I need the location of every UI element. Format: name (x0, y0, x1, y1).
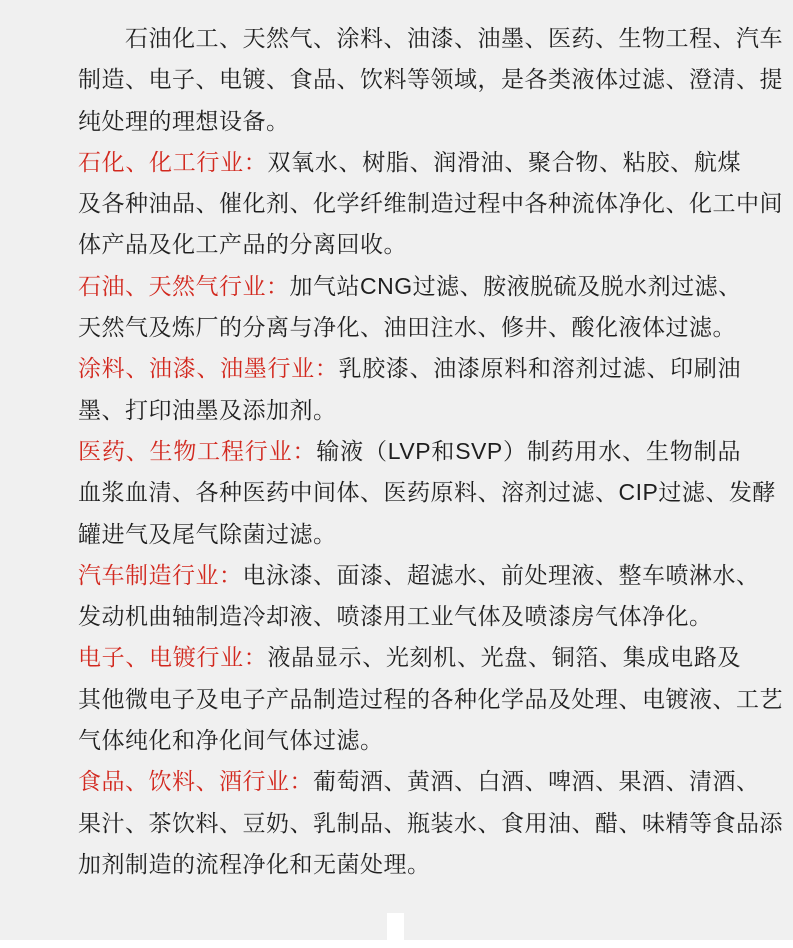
text-run: 体产品及化工产品的分离回收。 (78, 231, 407, 258)
text-run: 其他微电子及电子产品制造过程的各种化学品及处理、电镀液、工艺 (78, 685, 783, 712)
text-run: 气体纯化和净化间气体过滤。 (78, 727, 384, 754)
text-run: 发动机曲轴制造冷却液、喷漆用工业气体及喷漆房气体净化。 (78, 603, 713, 630)
text-run: 墨、打印油墨及添加剂。 (78, 396, 337, 423)
text-run: 双氧水、树脂、润滑油、聚合物、粘胶、航煤 (267, 148, 742, 175)
text-line (78, 514, 741, 555)
industry-heading: 医药、生物工程行业： (78, 437, 317, 464)
text-line (78, 183, 783, 224)
industry-heading: 电子、电镀行业： (78, 644, 268, 671)
text-line (78, 555, 760, 596)
text-run: 加气站CNG过滤、胺液脱硫及脱水剂过滤、 (289, 272, 742, 299)
text-run: 天然气及炼厂的分离与净化、油田注水、修井、酸化液体过滤。 (78, 314, 736, 341)
text-line (78, 679, 783, 720)
text-line (78, 637, 741, 678)
text-run: 血浆血清、各种医药中间体、医药原料、溶剂过滤、CIP过滤、发酵 (78, 479, 776, 506)
text-run: 乳胶漆、油漆原料和溶剂过滤、印刷油 (338, 355, 742, 382)
text-line (78, 224, 741, 265)
text-line (78, 472, 776, 513)
bottom-band (0, 940, 793, 948)
text-line (78, 803, 783, 844)
text-line (78, 390, 741, 431)
text-run: 果汁、茶饮料、豆奶、乳制品、瓶装水、食用油、醋、味精等食品添 (78, 809, 783, 836)
industry-heading: 石油、天然气行业： (78, 272, 290, 299)
text-line (78, 844, 741, 885)
paragraph (78, 348, 741, 431)
text-run: 罐进气及尾气除菌过滤。 (78, 520, 337, 547)
industry-heading: 汽车制造行业： (78, 561, 243, 588)
industry-heading: 涂料、油漆、油墨行业： (78, 355, 339, 382)
text-line (78, 431, 741, 472)
text-line (78, 266, 741, 307)
industry-heading: 食品、饮料、酒行业： (78, 768, 313, 795)
text-line (78, 761, 760, 802)
text-run: 制造、电子、电镀、食品、饮料等领域，是各类液体过滤、澄清、提 (78, 66, 783, 93)
text-run: 葡萄酒、黄酒、白酒、啤酒、果酒、清酒、 (313, 768, 760, 795)
text-line (78, 307, 741, 348)
text-line (78, 720, 741, 761)
text-line (78, 101, 741, 142)
text-run: 及各种油品、催化剂、化学纤维制造过程中各种流体净化、化工中间 (78, 190, 783, 217)
text-line (78, 596, 741, 637)
content (78, 18, 783, 885)
text-line (78, 348, 741, 389)
industry-heading: 石化、化工行业： (78, 148, 268, 175)
text-run: 石油化工、天然气、涂料、油漆、油墨、医药、生物工程、汽车 (125, 25, 783, 51)
paragraph (78, 142, 783, 266)
text-run: 电泳漆、面漆、超滤水、前处理液、整车喷淋水、 (242, 561, 760, 588)
text-run: 输液（LVP和SVP）制药用水、生物制品 (316, 437, 741, 464)
paragraph (78, 18, 783, 142)
text-run: 液晶显示、光刻机、光盘、铜箔、集成电路及 (267, 644, 742, 671)
paragraph (78, 555, 760, 638)
text-line (78, 142, 741, 183)
text-run: 纯处理的理想设备。 (78, 107, 290, 134)
paragraph (78, 637, 783, 761)
paragraph (78, 761, 783, 885)
text-run: 加剂制造的流程净化和无菌处理。 (78, 850, 431, 877)
text-line (78, 18, 783, 59)
text-line (78, 59, 783, 100)
paragraph (78, 266, 741, 349)
paragraph (78, 431, 776, 555)
